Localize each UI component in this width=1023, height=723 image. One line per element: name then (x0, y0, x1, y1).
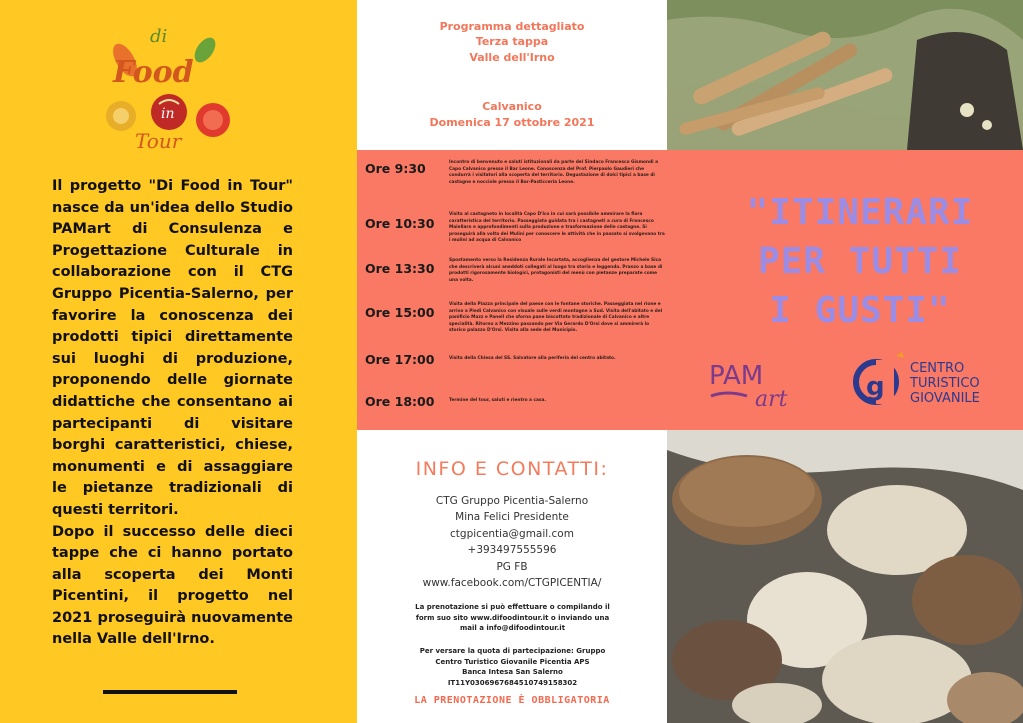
booking-line: mail a info@difoodintour.it (459, 624, 566, 633)
payment-line: Banca Intesa San Salerno (462, 668, 563, 677)
left-panel (0, 0, 357, 723)
logo-tour-text: Tour (135, 129, 182, 153)
ctg-line2: TURISTICO (910, 376, 980, 391)
pamart-logo (707, 356, 817, 416)
payment-line: Centro Turistico Giovanile Picentia APS (435, 657, 590, 666)
contact-line: CTG Gruppo Picentia-Salerno (435, 495, 589, 507)
booking-line: La prenotazione si può effettuare o compilando il (415, 603, 610, 611)
logo-food-text: Food (113, 55, 194, 90)
contacts-block (357, 493, 667, 591)
facebook-link[interactable]: www.facebook.com/CTGPICENTIA/ (422, 577, 602, 590)
itinerari-title (720, 188, 1000, 335)
title-line: "ITINERARI (746, 192, 974, 233)
schedule-description: Visita al castagneto in località Capo D'Ico in cui sarà possibile ammirare la flora caratteristica del territorio. Passeggiata guidata tra i castagneti a cura di Francesco Maiellaro e approfondimenti sulla produzione e trasformazione delle castagne. Si proseguirà alla volta dei Mulini per conoscere le attività che in passato si svolgevano tra i mulini ad acqua di Calvanico (449, 212, 665, 244)
payment-line: Per versare la quota di partecipazione: Gruppo (419, 647, 606, 655)
schedule-description: Visita della Chiesa del SS. Salvatore alla periferia del centro abitato. (449, 356, 616, 361)
svg-text:g: g (866, 372, 885, 402)
ctg-line1: CENTRO (910, 361, 965, 376)
program-stage: Terza tappa (475, 35, 549, 48)
schedule-time: Ore 9:30 (365, 161, 426, 176)
program-title: Programma dettagliato (439, 20, 585, 33)
info-title: INFO E CONTATTI: (415, 458, 609, 480)
contact-phone[interactable]: +393497555596 (467, 544, 557, 557)
contact-email[interactable]: ctgpicentia@gmail.com (450, 527, 574, 540)
booking-info (395, 602, 630, 634)
breadsticks-photo (667, 0, 1023, 150)
program-date: Domenica 17 ottobre 2021 (429, 116, 595, 129)
program-header (357, 0, 667, 150)
di-food-in-tour-logo (95, 20, 235, 160)
logo-in-text: in (161, 106, 175, 122)
program-place: Calvanico (482, 100, 542, 113)
booking-line: form suo sito www.difoodintour.it o inviando una (415, 613, 610, 622)
intro-paragraph: Il progetto "Di Food in Tour" nasce da un'idea dello Studio PAMart di Consulenza e Progettazione Culturale in collaborazione con il CTG Gruppo Picentia-Salerno, per favorire la conoscenza dei prodotti tipici direttamente sui luoghi di produzione, proponendo delle giornate didattiche che consentano ai partecipanti di visitare borghi caratteristici, chiese, monumenti e di assaggiare le pietanze tradizionali di questi territori. (52, 178, 293, 518)
schedule-time: Ore 10:30 (365, 216, 435, 231)
iban-line: IT11Y0306967684510749158302 (447, 678, 578, 687)
schedule-description: Termine del tour, saluti e rientro a casa. (449, 398, 546, 403)
pamart-pam-text: PAM (709, 361, 764, 391)
schedule-time: Ore 18:00 (365, 394, 435, 409)
mushrooms-photo (667, 430, 1023, 723)
schedule-time: Ore 17:00 (365, 352, 435, 367)
payment-info (395, 646, 630, 688)
schedule-time: Ore 15:00 (365, 305, 435, 320)
ctg-logo (850, 350, 1010, 410)
ctg-line3: GIOVANILE (910, 391, 980, 406)
logo-di-text: di (150, 26, 168, 47)
schedule-description: Spostamento verso la Residenza Rurale Incartata, accoglienza del gestore Michele Sica che descriverà alcuni aneddoti collegati al luogo tra storia e leggenda. Pranzo a base di prodotti rigorosamente biologici, protagonisti del menù con pietanze preparate come una volta. (449, 258, 663, 283)
intro-paragraph: Dopo il successo delle dieci tappe che ci hanno portato alla scoperta dei Monti Picentini, il progetto nel 2021 proseguirà nuovamente nella Valle dell'Irno. (52, 523, 293, 648)
mandatory-booking-notice: LA PRENOTAZIONE È OBBLIGATORIA (414, 695, 610, 706)
schedule-time: Ore 13:30 (365, 261, 435, 276)
contact-line: PG FB (496, 560, 528, 573)
pamart-art-text: art (755, 387, 788, 412)
contact-line: Mina Felici Presidente (455, 511, 569, 524)
schedule-description: Incontro di benvenuto e saluti istituzionali da parte del Sindaco Francesco Gismondi a Capo Calvanico presso il Bar Leone. Conoscenza del Prof. Pierpaolo Gaudieri che condurrà i visitatori alla scoperta del territorio. Degustazione di dolci tipici a base di castagne e nocciole presso il Bar-Pasticceria Leone. (449, 160, 659, 185)
schedule-description: Visita della Piazza principale del paese con le fontane storiche. Passeggiata nel rione e arrivo a Piedi Calvanico con visuale sulle verdi montagne a Sud. Visita dell'abitato e del panificio Mazz e Panell che sforna pane biscottato tradizionale di Calvanico e altre specialità. Ritorno a Mezzino passando per Via Gerardo D'Orsi dove si ammirerà lo storico palazzo D'Orsi. Visita alla sede del Municipio. (449, 302, 663, 334)
title-line: I GUSTI" (769, 290, 951, 331)
intro-text (52, 176, 293, 651)
title-line: PER TUTTI (757, 241, 963, 282)
program-area: Valle dell'Irno (469, 51, 555, 64)
divider-bar (103, 690, 237, 694)
